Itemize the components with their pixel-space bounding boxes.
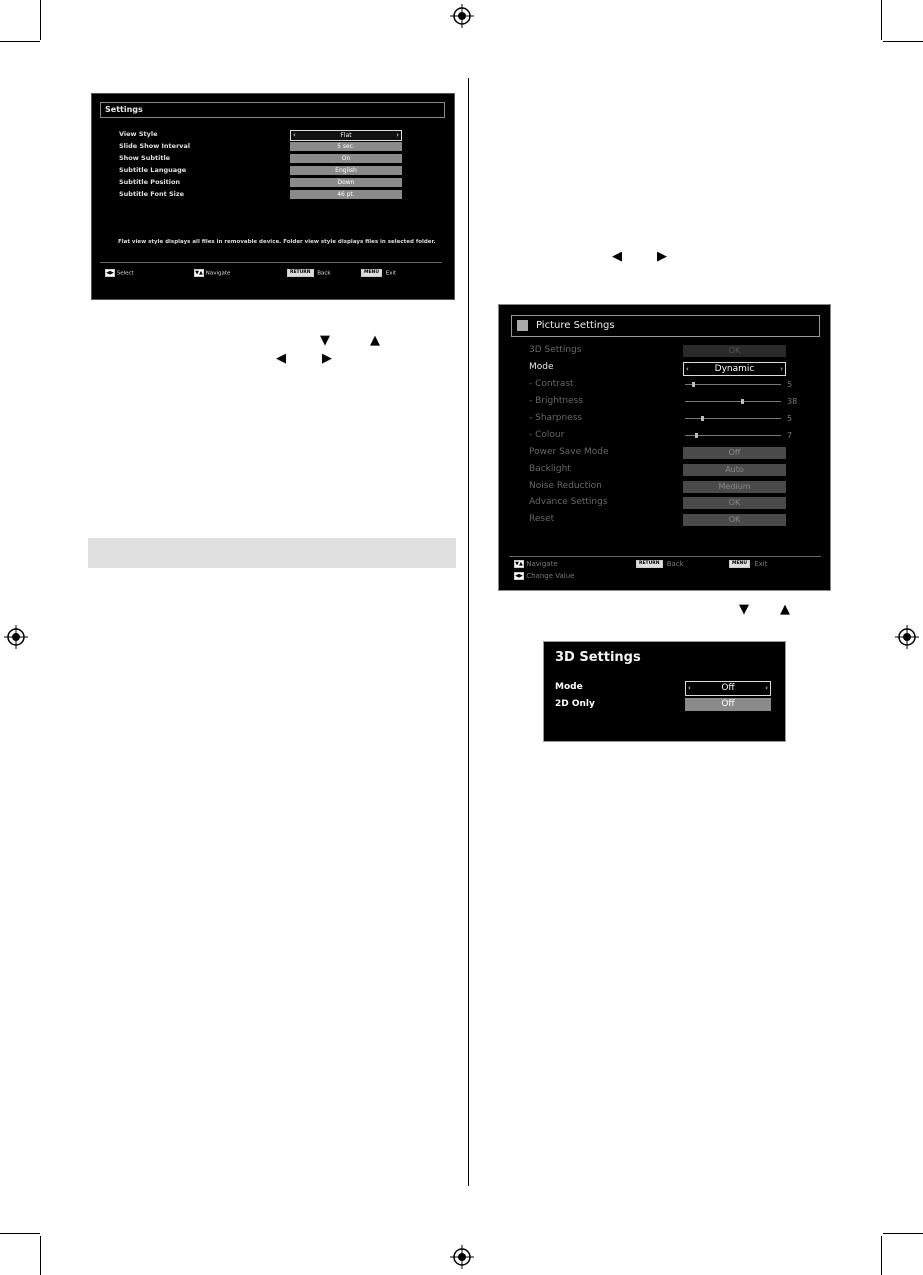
left-arrow-icon: ◀	[612, 249, 622, 264]
crop-mark	[883, 41, 923, 42]
footer-label: Select	[116, 270, 134, 277]
setting-label: - Colour	[529, 430, 565, 440]
footer-exit	[361, 269, 396, 278]
chevron-right-icon[interactable]: ›	[780, 365, 783, 373]
setting-label: - Contrast	[529, 379, 574, 389]
setting-label: Advance Settings	[529, 497, 608, 507]
footer-back	[287, 269, 331, 278]
slider-value: 38	[787, 397, 798, 406]
footer-label: Exit	[754, 560, 768, 568]
up-down-key-icon: ▼▲	[515, 561, 523, 567]
menu-key-icon: MENU	[729, 560, 750, 568]
setting-value[interactable]: English	[290, 166, 402, 175]
left-right-key-icon: ◀▶	[106, 270, 114, 276]
footer-label: Navigate	[205, 270, 231, 277]
setting-value[interactable]: Off	[683, 447, 786, 459]
crop-mark	[40, 1236, 41, 1275]
setting-value[interactable]: Down	[290, 178, 402, 187]
setting-row[interactable]	[529, 512, 819, 527]
slider-knob[interactable]	[701, 416, 704, 421]
setting-value[interactable]: On	[290, 154, 402, 163]
menu-key-icon: MENU	[361, 269, 382, 277]
setting-row[interactable]	[555, 680, 773, 695]
up-arrow-icon: ▲	[780, 602, 790, 617]
footer-label: Back	[317, 270, 331, 277]
slider-value: 7	[787, 431, 793, 440]
setting-value[interactable]: Medium	[683, 481, 786, 493]
info-text: Flat view style displays all files in removable device. Folder view style displays files in selected folder.	[118, 239, 436, 245]
crop-mark	[883, 1233, 923, 1234]
right-arrow-icon: ▶	[657, 249, 667, 264]
section-heading-bar	[88, 538, 456, 568]
footer-navigate	[194, 269, 230, 278]
registration-mark-icon	[4, 625, 28, 649]
left-arrow-icon: ◀	[276, 351, 286, 366]
screen-title-text: Picture Settings	[536, 320, 615, 331]
slider-track[interactable]	[685, 384, 781, 385]
crop-mark	[881, 1236, 882, 1275]
return-key-icon: RETURN	[636, 560, 663, 568]
setting-label: Slide Show Interval	[119, 142, 191, 150]
setting-label: Show Subtitle	[119, 154, 171, 162]
registration-mark-icon	[895, 625, 919, 649]
slider-row[interactable]	[529, 377, 819, 392]
setting-value-selector[interactable]	[685, 681, 771, 696]
footer-back	[636, 559, 684, 569]
slider-track[interactable]	[685, 435, 781, 436]
left-right-key-icon: ◀▶	[515, 573, 523, 579]
screen-title: Settings	[100, 102, 445, 118]
setting-value: Off	[721, 683, 735, 693]
crop-mark	[0, 1233, 40, 1234]
setting-label: Subtitle Language	[119, 166, 187, 174]
setting-row[interactable]	[529, 360, 819, 375]
picture-settings-screenshot	[498, 304, 831, 591]
registration-mark-icon	[450, 1245, 474, 1269]
setting-label: - Sharpness	[529, 413, 583, 423]
setting-row[interactable]	[529, 479, 819, 494]
setting-row[interactable]	[555, 697, 773, 712]
setting-value: Flat	[340, 132, 352, 139]
footer-navigate	[514, 559, 558, 569]
setting-label: Subtitle Position	[119, 178, 181, 186]
setting-label: Noise Reduction	[529, 481, 602, 491]
setting-value[interactable]: Auto	[683, 464, 786, 476]
slider-knob[interactable]	[741, 399, 744, 404]
down-arrow-icon: ▼	[739, 602, 749, 617]
setting-row[interactable]	[529, 343, 819, 358]
setting-row[interactable]	[529, 462, 819, 477]
column-divider	[468, 78, 469, 1186]
footer-label: Navigate	[526, 560, 558, 568]
setting-row[interactable]	[119, 129, 441, 139]
slider-knob[interactable]	[695, 433, 698, 438]
setting-value[interactable]: Off	[685, 698, 771, 711]
up-arrow-icon: ▲	[370, 333, 380, 348]
crop-mark	[40, 0, 41, 40]
media-settings-screenshot	[91, 93, 455, 300]
setting-label: Subtitle Font Size	[119, 190, 185, 198]
registration-mark-icon	[450, 4, 474, 28]
setting-row[interactable]	[119, 141, 441, 151]
setting-row[interactable]	[119, 189, 441, 199]
down-arrow-icon: ▼	[320, 333, 330, 348]
setting-value[interactable]: 46 pt.	[290, 190, 402, 199]
chevron-left-icon[interactable]: ‹	[686, 365, 689, 373]
setting-label: Mode	[555, 682, 583, 692]
slider-value: 5	[787, 380, 793, 389]
return-key-icon: RETURN	[287, 269, 314, 277]
setting-label: Backlight	[529, 464, 571, 474]
setting-row[interactable]	[119, 177, 441, 187]
footer-select	[105, 269, 134, 278]
slider-value: 5	[787, 414, 793, 423]
footer-divider	[509, 556, 821, 557]
up-down-key-icon: ▼▲	[195, 270, 203, 276]
setting-row[interactable]	[119, 165, 441, 175]
slider-row[interactable]	[529, 411, 819, 426]
3d-settings-screenshot	[543, 641, 786, 742]
setting-label: Power Save Mode	[529, 447, 609, 457]
footer-label: Back	[666, 560, 684, 568]
setting-value[interactable]: OK	[683, 514, 786, 526]
setting-value-selector[interactable]	[683, 362, 786, 376]
footer-label: Change Value	[526, 572, 575, 580]
slider-knob[interactable]	[692, 382, 695, 387]
setting-value[interactable]: 5 sec.	[290, 142, 402, 151]
footer-exit	[729, 559, 767, 569]
slider-row[interactable]	[529, 394, 819, 409]
chevron-right-icon[interactable]: ›	[396, 131, 399, 139]
footer-divider	[100, 262, 442, 263]
setting-row[interactable]	[529, 495, 819, 510]
setting-label: View Style	[119, 130, 158, 138]
setting-value-selector[interactable]	[290, 130, 402, 141]
setting-label: - Brightness	[529, 396, 584, 406]
slider-track[interactable]	[685, 401, 781, 402]
setting-row[interactable]	[119, 153, 441, 163]
right-arrow-icon: ▶	[322, 351, 332, 366]
screen-title: 3D Settings	[555, 650, 641, 665]
setting-value[interactable]: OK	[683, 497, 786, 509]
setting-label: 3D Settings	[529, 345, 582, 355]
chevron-left-icon[interactable]: ‹	[688, 684, 691, 692]
setting-label: 2D Only	[555, 699, 595, 709]
crop-mark	[0, 41, 40, 42]
screen-title	[511, 315, 820, 337]
chevron-left-icon[interactable]: ‹	[293, 131, 296, 139]
picture-settings-icon	[517, 320, 528, 331]
setting-value[interactable]: OK	[683, 345, 786, 357]
crop-mark	[881, 0, 882, 40]
footer-change	[514, 571, 574, 581]
setting-value: Dynamic	[714, 364, 755, 374]
chevron-right-icon[interactable]: ›	[765, 684, 768, 692]
footer-label: Exit	[385, 270, 397, 277]
setting-label: Mode	[529, 362, 554, 372]
slider-track[interactable]	[685, 418, 781, 419]
slider-row[interactable]	[529, 428, 819, 443]
setting-label: Reset	[529, 514, 555, 524]
setting-row[interactable]	[529, 445, 819, 460]
